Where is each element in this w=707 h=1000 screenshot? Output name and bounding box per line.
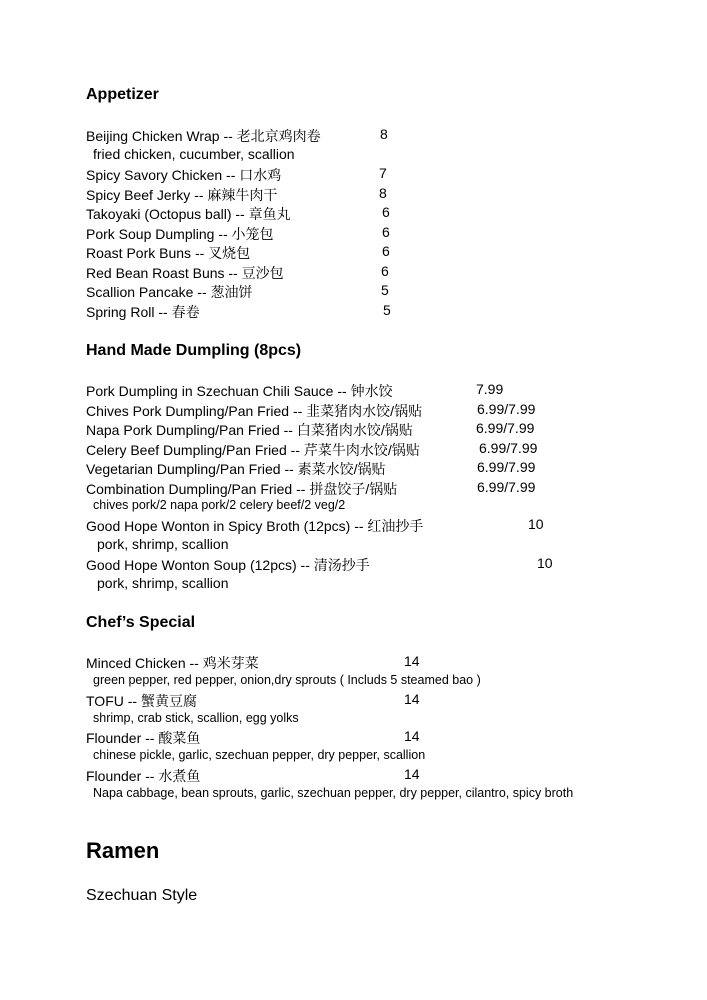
menu-item-name: Spicy Beef Jerky -- 麻辣牛肉干 (86, 187, 278, 203)
menu-item-name: Combination Dumpling/Pan Fried -- 拼盘饺子/锅贴 (86, 481, 398, 497)
dumpling-heading: Hand Made Dumpling (8pcs) (86, 342, 302, 359)
ramen-heading: Ramen (86, 838, 160, 863)
menu-item-price: 14 (404, 766, 420, 782)
menu-item-price: 5 (381, 282, 389, 298)
menu-item-name: Beijing Chicken Wrap -- 老北京鸡肉卷 (86, 128, 321, 144)
menu-item-name: Pork Soup Dumpling -- 小笼包 (86, 226, 274, 242)
menu-item-description: Napa cabbage, bean sprouts, garlic, szechuan pepper, dry pepper, cilantro, spicy broth (93, 786, 574, 800)
menu-item-name: Scallion Pancake -- 葱油饼 (86, 284, 253, 300)
menu-item-price: 7 (379, 165, 387, 181)
appetizer-heading: Appetizer (86, 86, 159, 103)
menu-item-price: 8 (380, 126, 388, 142)
menu-item-description: pork, shrimp, scallion (97, 536, 229, 552)
menu-item-description: chives pork/2 napa pork/2 celery beef/2 veg/2 (93, 498, 346, 512)
menu-item-price: 6.99/7.99 (479, 440, 538, 456)
menu-item-name: Good Hope Wonton in Spicy Broth (12pcs) -- 红油抄手 (86, 518, 424, 534)
menu-item-name: Vegetarian Dumpling/Pan Fried -- 素菜水饺/锅贴 (86, 461, 386, 477)
ramen-subheading: Szechuan Style (86, 887, 198, 904)
menu-item-description: shrimp, crab stick, scallion, egg yolks (93, 711, 299, 725)
menu-item-price: 6 (381, 263, 389, 279)
menu-item-price: 6 (382, 204, 390, 220)
menu-item-description: pork, shrimp, scallion (97, 575, 229, 591)
menu-item-description: green pepper, red pepper, onion,dry sprouts ( Includs 5 steamed bao ) (93, 673, 481, 687)
menu-item-price: 14 (404, 653, 420, 669)
menu-item-price: 7.99 (476, 381, 504, 397)
menu-item-price: 5 (383, 302, 391, 318)
menu-item-name: Red Bean Roast Buns -- 豆沙包 (86, 265, 284, 281)
menu-item-price: 6 (382, 224, 390, 240)
menu-item-name: Roast Pork Buns -- 叉烧包 (86, 245, 251, 261)
menu-item-price: 10 (528, 516, 544, 532)
menu-item-name: Flounder -- 酸菜鱼 (86, 730, 201, 746)
chefs-special-heading: Chef’s Special (86, 614, 196, 631)
menu-item-price: 6.99/7.99 (477, 401, 536, 417)
menu-item-price: 8 (379, 185, 387, 201)
menu-item-price: 6.99/7.99 (477, 479, 536, 495)
menu-item-price: 14 (404, 728, 420, 744)
menu-item-price: 6 (382, 243, 390, 259)
menu-item-name: Minced Chicken -- 鸡米芽菜 (86, 655, 259, 671)
menu-item-name: Spring Roll -- 春卷 (86, 304, 200, 320)
menu-item-price: 10 (537, 555, 553, 571)
menu-item-name: Pork Dumpling in Szechuan Chili Sauce -- 钟水饺 (86, 383, 393, 399)
menu-item-name: Good Hope Wonton Soup (12pcs) -- 清汤抄手 (86, 557, 370, 573)
menu-item-name: Flounder -- 水煮鱼 (86, 768, 201, 784)
menu-item-description: fried chicken, cucumber, scallion (93, 146, 295, 162)
menu-item-name: Spicy Savory Chicken -- 口水鸡 (86, 167, 282, 183)
menu-item-price: 6.99/7.99 (477, 459, 536, 475)
menu-item-name: Celery Beef Dumpling/Pan Fried -- 芹菜牛肉水饺/锅贴 (86, 442, 420, 458)
menu-item-name: Napa Pork Dumpling/Pan Fried -- 白菜猪肉水饺/锅贴 (86, 422, 413, 438)
menu-item-price: 6.99/7.99 (476, 420, 535, 436)
menu-item-name: Chives Pork Dumpling/Pan Fried -- 韭菜猪肉水饺/锅贴 (86, 403, 423, 419)
menu-item-name: Takoyaki (Octopus ball) -- 章鱼丸 (86, 206, 291, 222)
menu-item-name: TOFU -- 蟹黄豆腐 (86, 693, 197, 709)
menu-item-price: 14 (404, 691, 420, 707)
menu-item-description: chinese pickle, garlic, szechuan pepper, dry pepper, scallion (93, 748, 426, 762)
